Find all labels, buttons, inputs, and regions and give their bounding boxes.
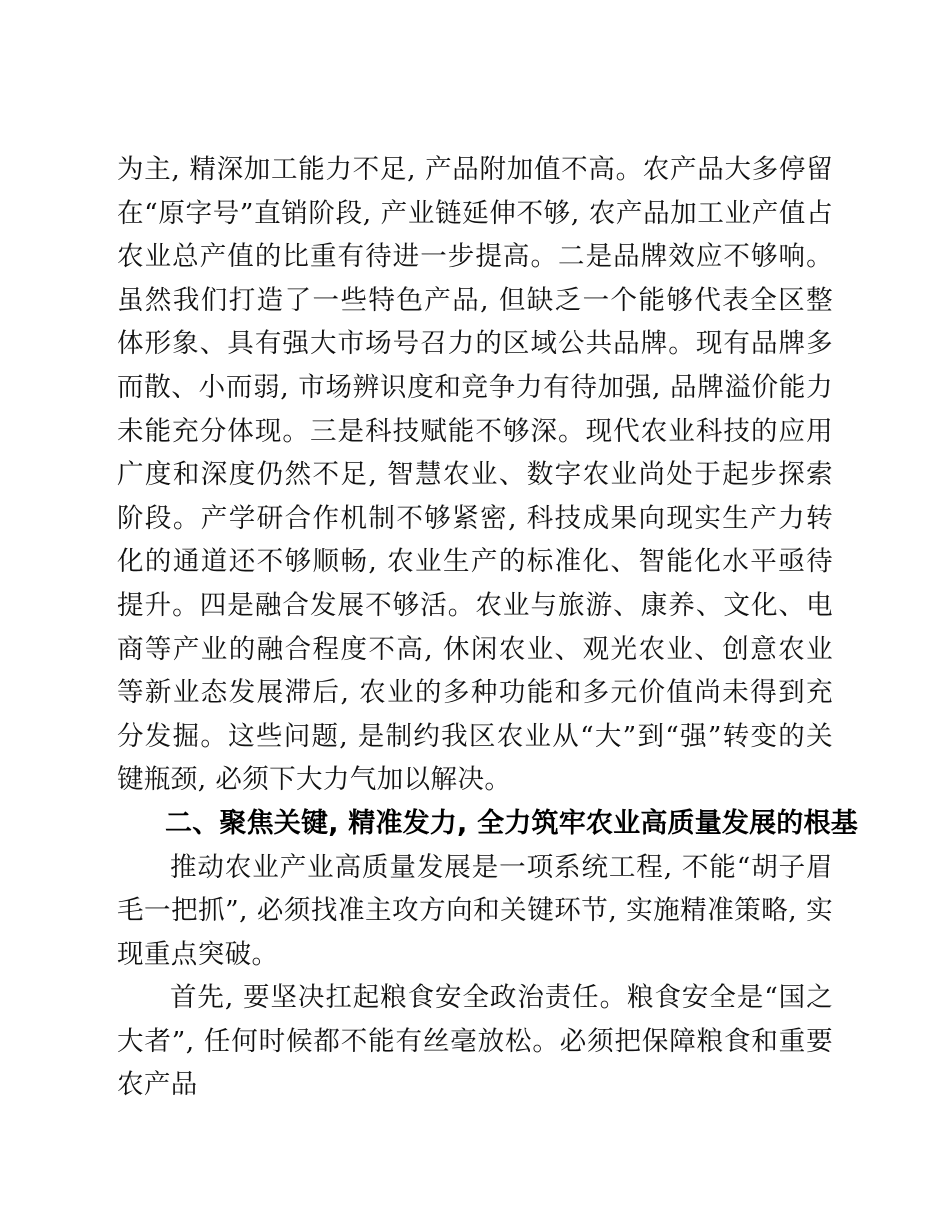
paragraph-systematic-project: 推动农业产业高质量发展是一项系统工程, 不能“胡子眉毛一把抓”, 必须找准主攻方向和关键环节, 实施精准策略, 实现重点突破。 bbox=[117, 851, 833, 970]
section-heading-two: 二、聚焦关键, 精准发力, 全力筑牢农业高质量发展的根基 bbox=[165, 807, 858, 839]
document-text-body bbox=[117, 148, 858, 1107]
paragraph-problems-analysis: 为主, 精深加工能力不足, 产品附加值不高。农产品大多停留在“原字号”直销阶段, 产业链延伸不够, 农产品加工业产值占农业总产值的比重有待进一步提高。二是品牌效应不够响。虽然我们打造了一些特色产品, 但缺乏一个能够代表全区整体形象、具有强大市场号召力的区域公共品牌。现有品牌多而散、小而弱, 市场辨识度和竞争力有待加强, 品牌溢价能力未能充分体现。三是科技赋能不够深。现代农业科技的应用广度和深度仍然不足, 智慧农业、数字农业尚处于起步探索阶段。产学研合作机制不够紧密, 科技成果向现实生产力转化的通道还不够顺畅, 农业生产的标准化、智能化水平亟待提升。四是融合发展不够活。农业与旅游、康养、文化、电商等产业的融合程度不高, 休闲农业、观光农业、创意农业等新业态发展滞后, 农业的多种功能和多元价值尚未得到充分发掘。这些问题, 是制约我区农业从“大”到“强”转变的关键瓶颈, 必须下大力气加以解决。 bbox=[117, 154, 833, 796]
paragraph-food-security: 首先, 要坚决扛起粮食安全政治责任。粮食安全是“国之大者”, 任何时候都不能有丝毫放松。必须把保障粮食和重要农产品 bbox=[117, 982, 833, 1101]
